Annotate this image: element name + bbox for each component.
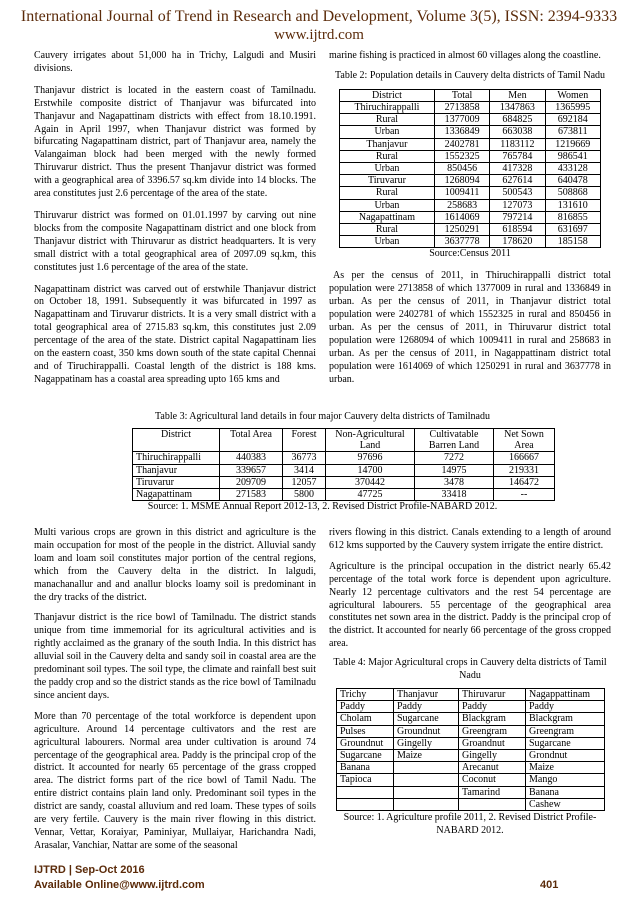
table-cell: Blackgram <box>526 713 605 725</box>
table-cell: Sugarcane <box>394 713 459 725</box>
table-cell: 1009411 <box>434 187 489 199</box>
table-cell: 178620 <box>490 236 545 248</box>
table-cell: Maize <box>394 749 459 761</box>
table-cell: 209709 <box>220 476 283 488</box>
table-row <box>340 138 601 150</box>
land-table <box>132 428 555 501</box>
table-cell: Paddy <box>459 701 526 713</box>
table-cell <box>394 762 459 774</box>
table-cell: 97696 <box>326 452 415 464</box>
table-row <box>133 452 555 464</box>
table-cell: 500543 <box>490 187 545 199</box>
journal-header: International Journal of Trend in Research and Development, Volume 3(5), ISSN: 2394-9333 <box>20 8 618 25</box>
left-column-top <box>34 50 316 387</box>
table-cell <box>337 786 394 798</box>
table2-caption: Table 2: Population details in Cauvery delta districts of Tamil Nadu <box>334 69 606 81</box>
table-cell: Groundnut <box>337 737 394 749</box>
table-row <box>340 163 601 175</box>
table-row <box>337 774 605 786</box>
paragraph: As per the census of 2011, in Thiruchirappalli district total population were 2713858 of which 1377009 in rural and 1336849 in urban. As per the census of 2011, in Thanjavur district total population were 2402781 of which 1552325 in rural and 850456 in urban. As per the census of 2011, in Thiruvarur district total population were 1268094 of which 1009411 in rural and 258683 in urban. As per the census of 2011, in Nagappattinam district total population were 1614069 of which 1250291 in rural and 3637778 in urban. <box>329 270 611 385</box>
table4-caption: Table 4: Major Agricultural crops in Cauvery delta districts of Tamil Nadu <box>333 657 607 682</box>
paragraph: marine fishing is practiced in almost 60 villages along the coastline. <box>329 50 601 61</box>
table-header-cell: Women <box>545 89 600 101</box>
table-row <box>133 464 555 476</box>
table-cell: 1250291 <box>434 224 489 236</box>
table-cell: 663038 <box>490 126 545 138</box>
table-row <box>340 236 601 248</box>
table-row <box>340 114 601 126</box>
paragraph: Thanjavur district is the rice bowl of Tamilnadu. The district stands unique from time immemorial for its agricultural activities and is rightly acclaimed as the granary of the south India. In this district has alluvial soil in the Cauvery delta and sandy soil in coastal area are the predominant soil types. The soil type, the climate and rainfall best suit the paddy crop and so the district stands as the rice bowl of Tamilnadu since ancient days. <box>34 612 316 701</box>
table-cell: Blackgram <box>459 713 526 725</box>
left-column-bottom <box>34 527 316 853</box>
table-row <box>340 102 601 114</box>
paragraph: rivers flowing in this district. Canals extending to a length of around 612 kms supported by the Cauvery system irrigate the entire district. <box>329 527 611 551</box>
table-cell: 2402781 <box>434 138 489 150</box>
table-cell: Pulses <box>337 725 394 737</box>
table-cell: 1183112 <box>490 138 545 150</box>
table-row <box>340 126 601 138</box>
table-cell: 339657 <box>220 464 283 476</box>
table-cell: Maize <box>526 762 605 774</box>
table-row <box>337 713 605 725</box>
table-row <box>340 224 601 236</box>
table-cell: 271583 <box>220 488 283 500</box>
table-cell: Thiruchirappalli <box>340 102 435 114</box>
table-cell: Rural <box>340 224 435 236</box>
table-cell: Trichy <box>337 688 394 700</box>
table-row <box>340 199 601 211</box>
table-cell: 14700 <box>326 464 415 476</box>
table-row <box>337 725 605 737</box>
table-cell: Thiruchirappalli <box>133 452 220 464</box>
paragraph: Thanjavur district is located in the eastern coast of Tamilnadu. Erstwhile composite district of Thanjavur was bifurcated into Thanjavur and Nagapattinam districts with effect from 18.10.1991. Again in April 1997, when Thanjavur district was formed by bifurcating Nagapattinam district, part of Thanjavur area, namely the Valangaiman block had been merged with the newly formed Thiruvarur district. Thus the present Thanjavur district was formed with a geographical area of 3396.57 sq.km divide into 14 blocks. The area constitutes just 2.6 percentage of the area of the state. <box>34 84 316 200</box>
table-cell: Thanjavur <box>340 138 435 150</box>
table-cell: 986541 <box>545 150 600 162</box>
table-header-cell: Forest <box>283 428 326 451</box>
table-header-cell: Total Area <box>220 428 283 451</box>
table-header-cell: District <box>340 89 435 101</box>
footer-available: Available Online@www.ijtrd.com <box>34 879 205 891</box>
table3-block <box>34 411 611 514</box>
table-cell: Urban <box>340 236 435 248</box>
table-row <box>337 701 605 713</box>
table-cell: 1219669 <box>545 138 600 150</box>
paragraph: Multi various crops are grown in this district and agriculture is the main occupation for most of the people in the district. Alluvial sandy loam and loam soil constitutes major portion of the central regions, which from the Cauvery delta in the district. In lalgudi, manachanallur and and anallur blocks loamy soil is predominant in the dry tracks of the district. <box>34 527 316 603</box>
table-cell: 692184 <box>545 114 600 126</box>
table2-source: Source:Census 2011 <box>429 248 511 260</box>
table-cell: 1365995 <box>545 102 600 114</box>
table3-caption: Table 3: Agricultural land details in four major Cauvery delta districts of Tamilnadu <box>155 411 490 422</box>
table-cell: 1377009 <box>434 114 489 126</box>
paragraph: Cauvery irrigates about 51,000 ha in Trichy, Lalgudi and Musiri divisions. <box>34 50 316 74</box>
table-cell: 166667 <box>494 452 555 464</box>
table-cell: Thanjavur <box>394 688 459 700</box>
table-cell: 673811 <box>545 126 600 138</box>
table-cell: Arecanut <box>459 762 526 774</box>
table-cell: Sugarcane <box>526 737 605 749</box>
table-header-cell: Net Sown Area <box>494 428 555 451</box>
table-cell: Paddy <box>394 701 459 713</box>
table-cell: 370442 <box>326 476 415 488</box>
table-cell: Groundnut <box>394 725 459 737</box>
table-cell: 1268094 <box>434 175 489 187</box>
table-cell: 850456 <box>434 163 489 175</box>
table-cell: 2713858 <box>434 102 489 114</box>
table-header-cell: Non-Agricultural Land <box>326 428 415 451</box>
table-cell: 219331 <box>494 464 555 476</box>
table-cell: Nagappattinam <box>526 688 605 700</box>
table-cell: Banana <box>337 762 394 774</box>
table-cell: 631697 <box>545 224 600 236</box>
table-row <box>133 488 555 500</box>
table-cell <box>394 798 459 810</box>
table-row <box>337 798 605 810</box>
table-cell: Gingelly <box>394 737 459 749</box>
table-cell: Greengram <box>459 725 526 737</box>
table-cell: Tiruvarur <box>133 476 220 488</box>
paragraph: More than 70 percentage of the total workforce is dependent upon agriculture. Around 14 percentage cultivators and the rest are agricultural labourers. Normal area under cultivation is around 74 percentage of the geographical area. Paddy is the principal crop of the district. It accounted for nearly 65 percentage of the grass cropped area. The district forms part of the rice bowl of Tamil Nadu. The entire district contains plain land only. Predominant soil types in the district are sandy, coastal alluvium and red loam. These types of soils are very fertile. Cauvery is the main river flowing in this district. Vennar, Vettar, Koraiyar, Paminiyar, Mullaiyar, Harichandra Nadi, Arasalar, Vanchiar, Nattar are some of the seasonal <box>34 710 316 851</box>
table-cell: Paddy <box>526 701 605 713</box>
table-cell: Gingelly <box>459 749 526 761</box>
paragraph: Agriculture is the principal occupation in the district nearly 65.42 percentage of the total work force is dependent upon agriculture. Nearly 12 percentage cultivators and the rest 54 percentage are agricultural labourers. 55 percentage of the geographical area constitutes net sown area in the district. Paddy is the principal crop of the district. It accounted for nearly 66 percentage of the gross cropped area. <box>329 560 611 650</box>
table-cell: Rural <box>340 150 435 162</box>
table-cell: Cholam <box>337 713 394 725</box>
table-row <box>337 737 605 749</box>
table-cell: 640478 <box>545 175 600 187</box>
table-cell: 1336849 <box>434 126 489 138</box>
table-cell: Mango <box>526 774 605 786</box>
table-row <box>337 688 605 700</box>
table-cell: Nagapattinam <box>133 488 220 500</box>
table-cell <box>459 798 526 810</box>
table-cell: Nagapattinam <box>340 211 435 223</box>
table-row <box>340 211 601 223</box>
table-row <box>337 762 605 774</box>
crops-table <box>336 688 605 811</box>
table-cell: 765784 <box>490 150 545 162</box>
table-cell: Urban <box>340 126 435 138</box>
table-cell: -- <box>494 488 555 500</box>
right-column-top <box>329 50 611 387</box>
table-cell: Tiruvarur <box>340 175 435 187</box>
table-cell: Groandnut <box>459 737 526 749</box>
table-row <box>340 175 601 187</box>
table-cell: Coconut <box>459 774 526 786</box>
table-cell: 33418 <box>415 488 494 500</box>
table-cell: Rural <box>340 114 435 126</box>
table-row <box>337 786 605 798</box>
table-cell: 7272 <box>415 452 494 464</box>
table-cell: 1347863 <box>490 102 545 114</box>
table-cell <box>337 798 394 810</box>
table-row <box>337 749 605 761</box>
table-cell: Greengram <box>526 725 605 737</box>
table-cell: 1614069 <box>434 211 489 223</box>
table-cell: 797214 <box>490 211 545 223</box>
paragraph: Thiruvarur district was formed on 01.01.1997 by carving out nine blocks from the composite Nagapattinam district and one block from Thanjavur district with Thiruvarur as district headquarters. It is very small district with a total geographical area of 2097.09 sq.km, this constitutes just 1.6 percentage of the area of the state. <box>34 209 316 273</box>
table-cell: Urban <box>340 199 435 211</box>
table-cell: 36773 <box>283 452 326 464</box>
table-header-cell: Men <box>490 89 545 101</box>
table-cell: 12057 <box>283 476 326 488</box>
table-cell: 185158 <box>545 236 600 248</box>
table-header-cell: District <box>133 428 220 451</box>
table-cell: Thiruvarur <box>459 688 526 700</box>
table-cell: 3637778 <box>434 236 489 248</box>
table-cell: 146472 <box>494 476 555 488</box>
table-cell: 508868 <box>545 187 600 199</box>
table-cell: Banana <box>526 786 605 798</box>
table-cell: 5800 <box>283 488 326 500</box>
table-cell: 627614 <box>490 175 545 187</box>
table-cell: 1552325 <box>434 150 489 162</box>
table-cell: Cashew <box>526 798 605 810</box>
table-cell: 3478 <box>415 476 494 488</box>
table-cell: 131610 <box>545 199 600 211</box>
table-cell: Tapioca <box>337 774 394 786</box>
table-cell: Sugarcane <box>337 749 394 761</box>
journal-url: www.ijtrd.com <box>274 27 364 43</box>
footer-issue: IJTRD | Sep-Oct 2016 <box>34 864 145 876</box>
table-cell: 127073 <box>490 199 545 211</box>
table-cell: 3414 <box>283 464 326 476</box>
population-table <box>339 89 601 249</box>
table-cell: Rural <box>340 187 435 199</box>
table-cell: Grondnut <box>526 749 605 761</box>
table-cell: 47725 <box>326 488 415 500</box>
table-cell <box>394 774 459 786</box>
table-cell: Paddy <box>337 701 394 713</box>
paragraph: Nagapattinam district was carved out of erstwhile Thanjavur district on October 18, 1991. Subsequently it was bifurcated in 1997 as Nagapattinam and Tiruvarur districts. It is a very small district with a total geographical area of 2715.83 sq.km, this constitutes just 2.09 percentage of the area of the state. District capital Nagapattinam lies on the eastern coast, 350 kms down south of the state capital Chennai and of Tiruchirappalli. Coastal length of the district is 188 kms. Nagappatinam has a coastal area spreading upto 165 kms and <box>34 283 316 385</box>
page-number: 401 <box>540 879 559 891</box>
table-header-cell: Total <box>434 89 489 101</box>
table3-source: Source: 1. MSME Annual Report 2012-13, 2. Revised District Profile-NABARD 2012. <box>147 501 498 513</box>
table-cell: 258683 <box>434 199 489 211</box>
table-cell: 433128 <box>545 163 600 175</box>
table-cell: 816855 <box>545 211 600 223</box>
table-cell: 417328 <box>490 163 545 175</box>
table-cell: 684825 <box>490 114 545 126</box>
right-column-bottom <box>329 527 611 838</box>
table4-source: Source: 1. Agriculture profile 2011, 2. Revised District Profile-NABARD 2012. <box>343 812 597 836</box>
table-row <box>340 187 601 199</box>
table-cell: Urban <box>340 163 435 175</box>
table-header-cell: Cultivatable Barren Land <box>415 428 494 451</box>
table-cell: 440383 <box>220 452 283 464</box>
table-cell <box>394 786 459 798</box>
table-cell: 618594 <box>490 224 545 236</box>
table-cell: Tamarind <box>459 786 526 798</box>
table-cell: 14975 <box>415 464 494 476</box>
table-row <box>133 476 555 488</box>
table-row <box>340 150 601 162</box>
table-cell: Thanjavur <box>133 464 220 476</box>
